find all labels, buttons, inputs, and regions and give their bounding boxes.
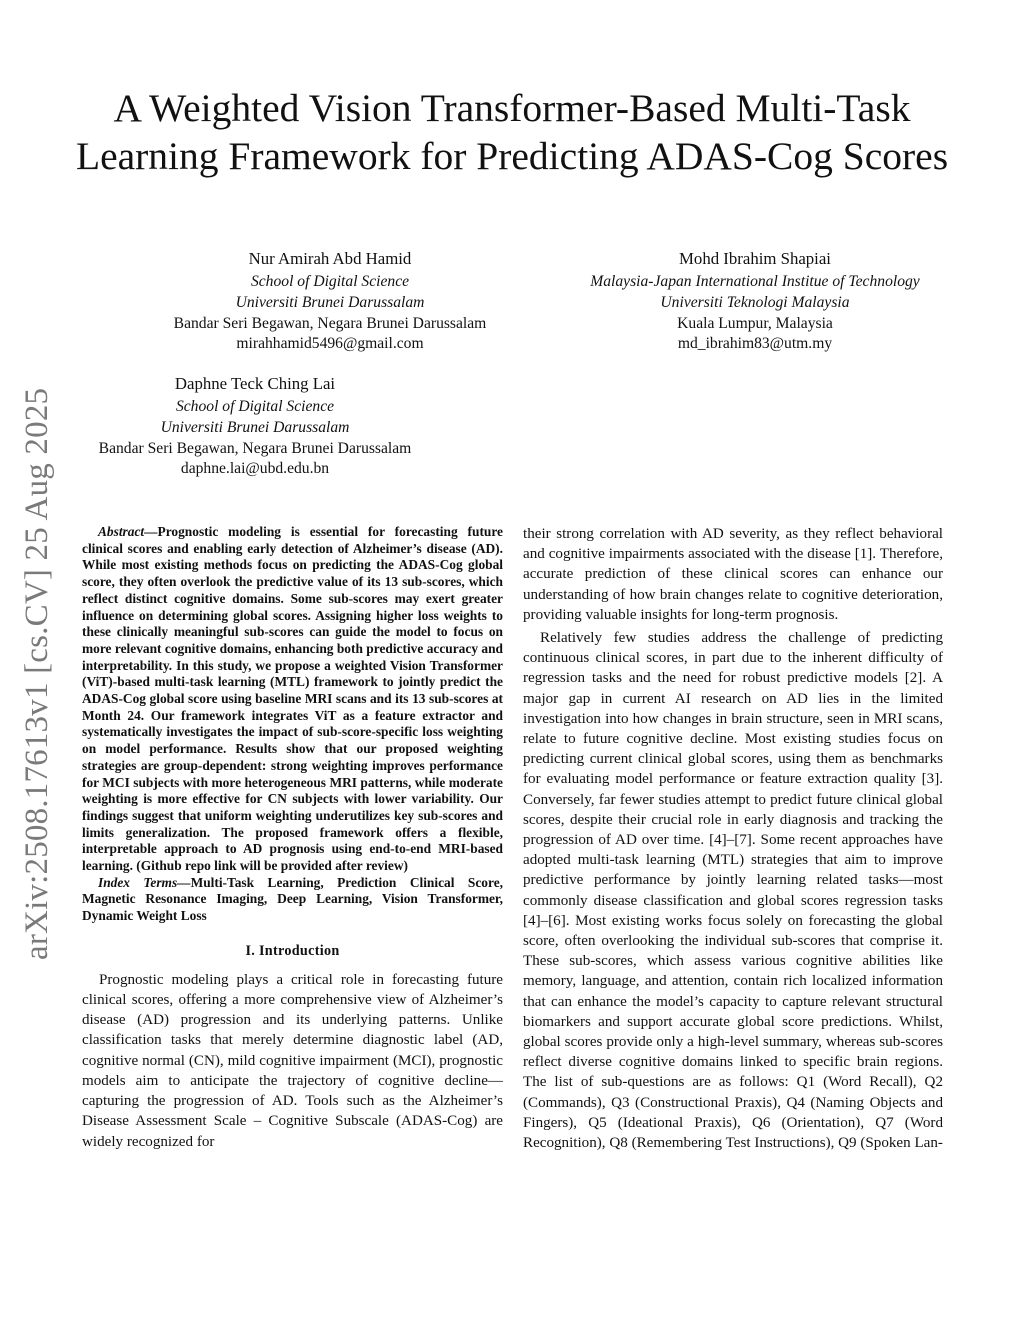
section-heading-introduction: I. Introduction	[245, 942, 340, 959]
left-column	[82, 524, 503, 1152]
author-location: Bandar Seri Begawan, Negara Brunei Darussalam	[98, 439, 412, 457]
author-department: School of Digital Science	[175, 398, 335, 415]
author-block	[45, 373, 465, 480]
abstract-text: Prognostic modeling is essential for forecasting future clinical scores and enabling early detection of Alzheimer’s disease (AD). While most existing methods focus on predicting the ADAS-Cog global score, they often overlook the predictive value of its 13 sub-scores, which reflect distinct cognitive domains. Some sub-scores may exert greater influence on determining global scores. Assigning higher loss weights to these clinically meaningful sub-scores can guide the model to focus on more relevant cognitive domains, enhancing both predictive accuracy and interpretability. In this study, we propose a weighted Vision Transformer (ViT)-based multi-task learning (MTL) framework to jointly predict the ADAS-Cog global score using baseline MRI scans and its 13 sub-scores at Month 24. Our framework integrates ViT as a feature extractor and systematically investigates the impact of sub-score-specific loss weighting on model performance. Results show that our proposed weighting strategies are group-dependent: strong weighting improves performance for MCI subjects with more heterogeneous MRI patterns, while moderate weighting is more effective for CN subjects with lower variability. Our findings suggest that uniform weighting underutilizes key sub-scores and limits generalization. The proposed framework offers a flexible, interpretable approach to AD prognosis using end-to-end MRI-based learning. (Github repo link will be provided after review)	[82, 524, 503, 874]
index-terms	[82, 875, 503, 925]
index-terms-text: Multi-Task Learning, Prediction Clinical Score, Magnetic Resonance Imaging, Deep Learning, Vision Transformer, Dynamic Weight Loss	[82, 874, 503, 924]
author-email: daphne.lai@ubd.edu.bn	[180, 460, 330, 478]
author-institution: Universiti Teknologi Malaysia	[660, 293, 850, 311]
author-email: mirahhamid5496@gmail.com	[236, 335, 424, 353]
author-institution: Universiti Brunei Darussalam	[235, 293, 425, 311]
author-block	[120, 248, 540, 355]
author-institution: Universiti Brunei Darussalam	[160, 418, 350, 436]
abstract	[82, 524, 503, 875]
right-column	[523, 524, 943, 1153]
author-block	[540, 248, 970, 355]
body-paragraph: their strong correlation with AD severity, as they reflect behavioral and cognitive impairments associated with the disease [1]. Therefore, accurate prediction of these clinical scores can enhance our understanding of how brain changes relate to cognitive deterioration, providing valuable insights for long-term prognosis.	[523, 526, 943, 623]
author-department: Malaysia-Japan International Institue of Technology	[590, 273, 920, 290]
author-location: Kuala Lumpur, Malaysia	[677, 314, 833, 332]
author-name: Mohd Ibrahim Shapiai	[679, 249, 831, 268]
author-department: School of Digital Science	[250, 273, 410, 290]
author-location: Bandar Seri Begawan, Negara Brunei Darussalam	[173, 314, 487, 332]
index-terms-label: Index Terms—	[98, 874, 191, 890]
author-email: md_ibrahim83@utm.my	[677, 335, 833, 353]
body-paragraph: Relatively few studies address the challenge of predicting continuous clinical scores, in part due to the inherent difficulty of regression tasks and the need for robust predictive models [2]. A major gap in current AI research on AD lies in the limited investigation into how changes in brain structure, seen in MRI scans, relate to future cognitive decline. Most existing studies focus on predicting current clinical global scores, using them as benchmarks for evaluating model performance or feature extraction quality [3]. Conversely, far fewer studies attempt to predict future clinical global scores, despite their crucial role in early diagnosis and tracking the progression of AD over time. [4]–[7]. Some recent approaches have adopted multi-task learning (MTL) strategies that aim to improve predictive performance by jointly learning related tasks—most commonly disease classification and global scores regression tasks [4]–[6]. Most existing works focus solely on forecasting the global score, often overlooking the individual sub-scores that comprise it. These sub-scores, which assess various cognitive abilities like memory, language, and attention, contain rich localized information that can enhance the model’s capacity to capture relevant structural biomarkers and support accurate global score predictions. Whilst, global scores provide only a high-level summary, whereas sub-scores reflect diverse cognitive domains linked to specific brain regions. The list of sub-questions are as follows: Q1 (Word Recall), Q2 (Commands), Q3 (Constructional Praxis), Q4 (Naming Objects and Fingers), Q5 (Ideational Praxis), Q6 (Orientation), Q7 (Word Recognition), Q8 (Remembering Test Instructions), Q9 (Spoken Lan-	[523, 630, 943, 1152]
author-name: Daphne Teck Ching Lai	[174, 374, 336, 393]
paper-title: A Weighted Vision Transformer-Based Multi-Task Learning Framework for Predicting ADAS-Cog Scores	[75, 86, 949, 178]
arxiv-identifier: arXiv:2508.17613v1 [cs.CV] 25 Aug 2025	[19, 387, 55, 960]
abstract-label: Abstract—	[98, 524, 158, 539]
author-name: Nur Amirah Abd Hamid	[248, 249, 412, 268]
intro-paragraph: Prognostic modeling plays a critical role in forecasting future clinical scores, offering a more comprehensive view of Alzheimer’s disease (AD) progression and its underlying patterns. Unlike classification tasks that merely determine diagnostic label (AD, cognitive normal (CN), mild cognitive impairment (MCI), prognostic models aim to anticipate the trajectory of cognitive decline—capturing the progression of AD. Tools such as the Alzheimer’s Disease Assessment Scale – Cognitive Subscale (ADAS-Cog) are widely recognized for	[82, 971, 503, 1150]
